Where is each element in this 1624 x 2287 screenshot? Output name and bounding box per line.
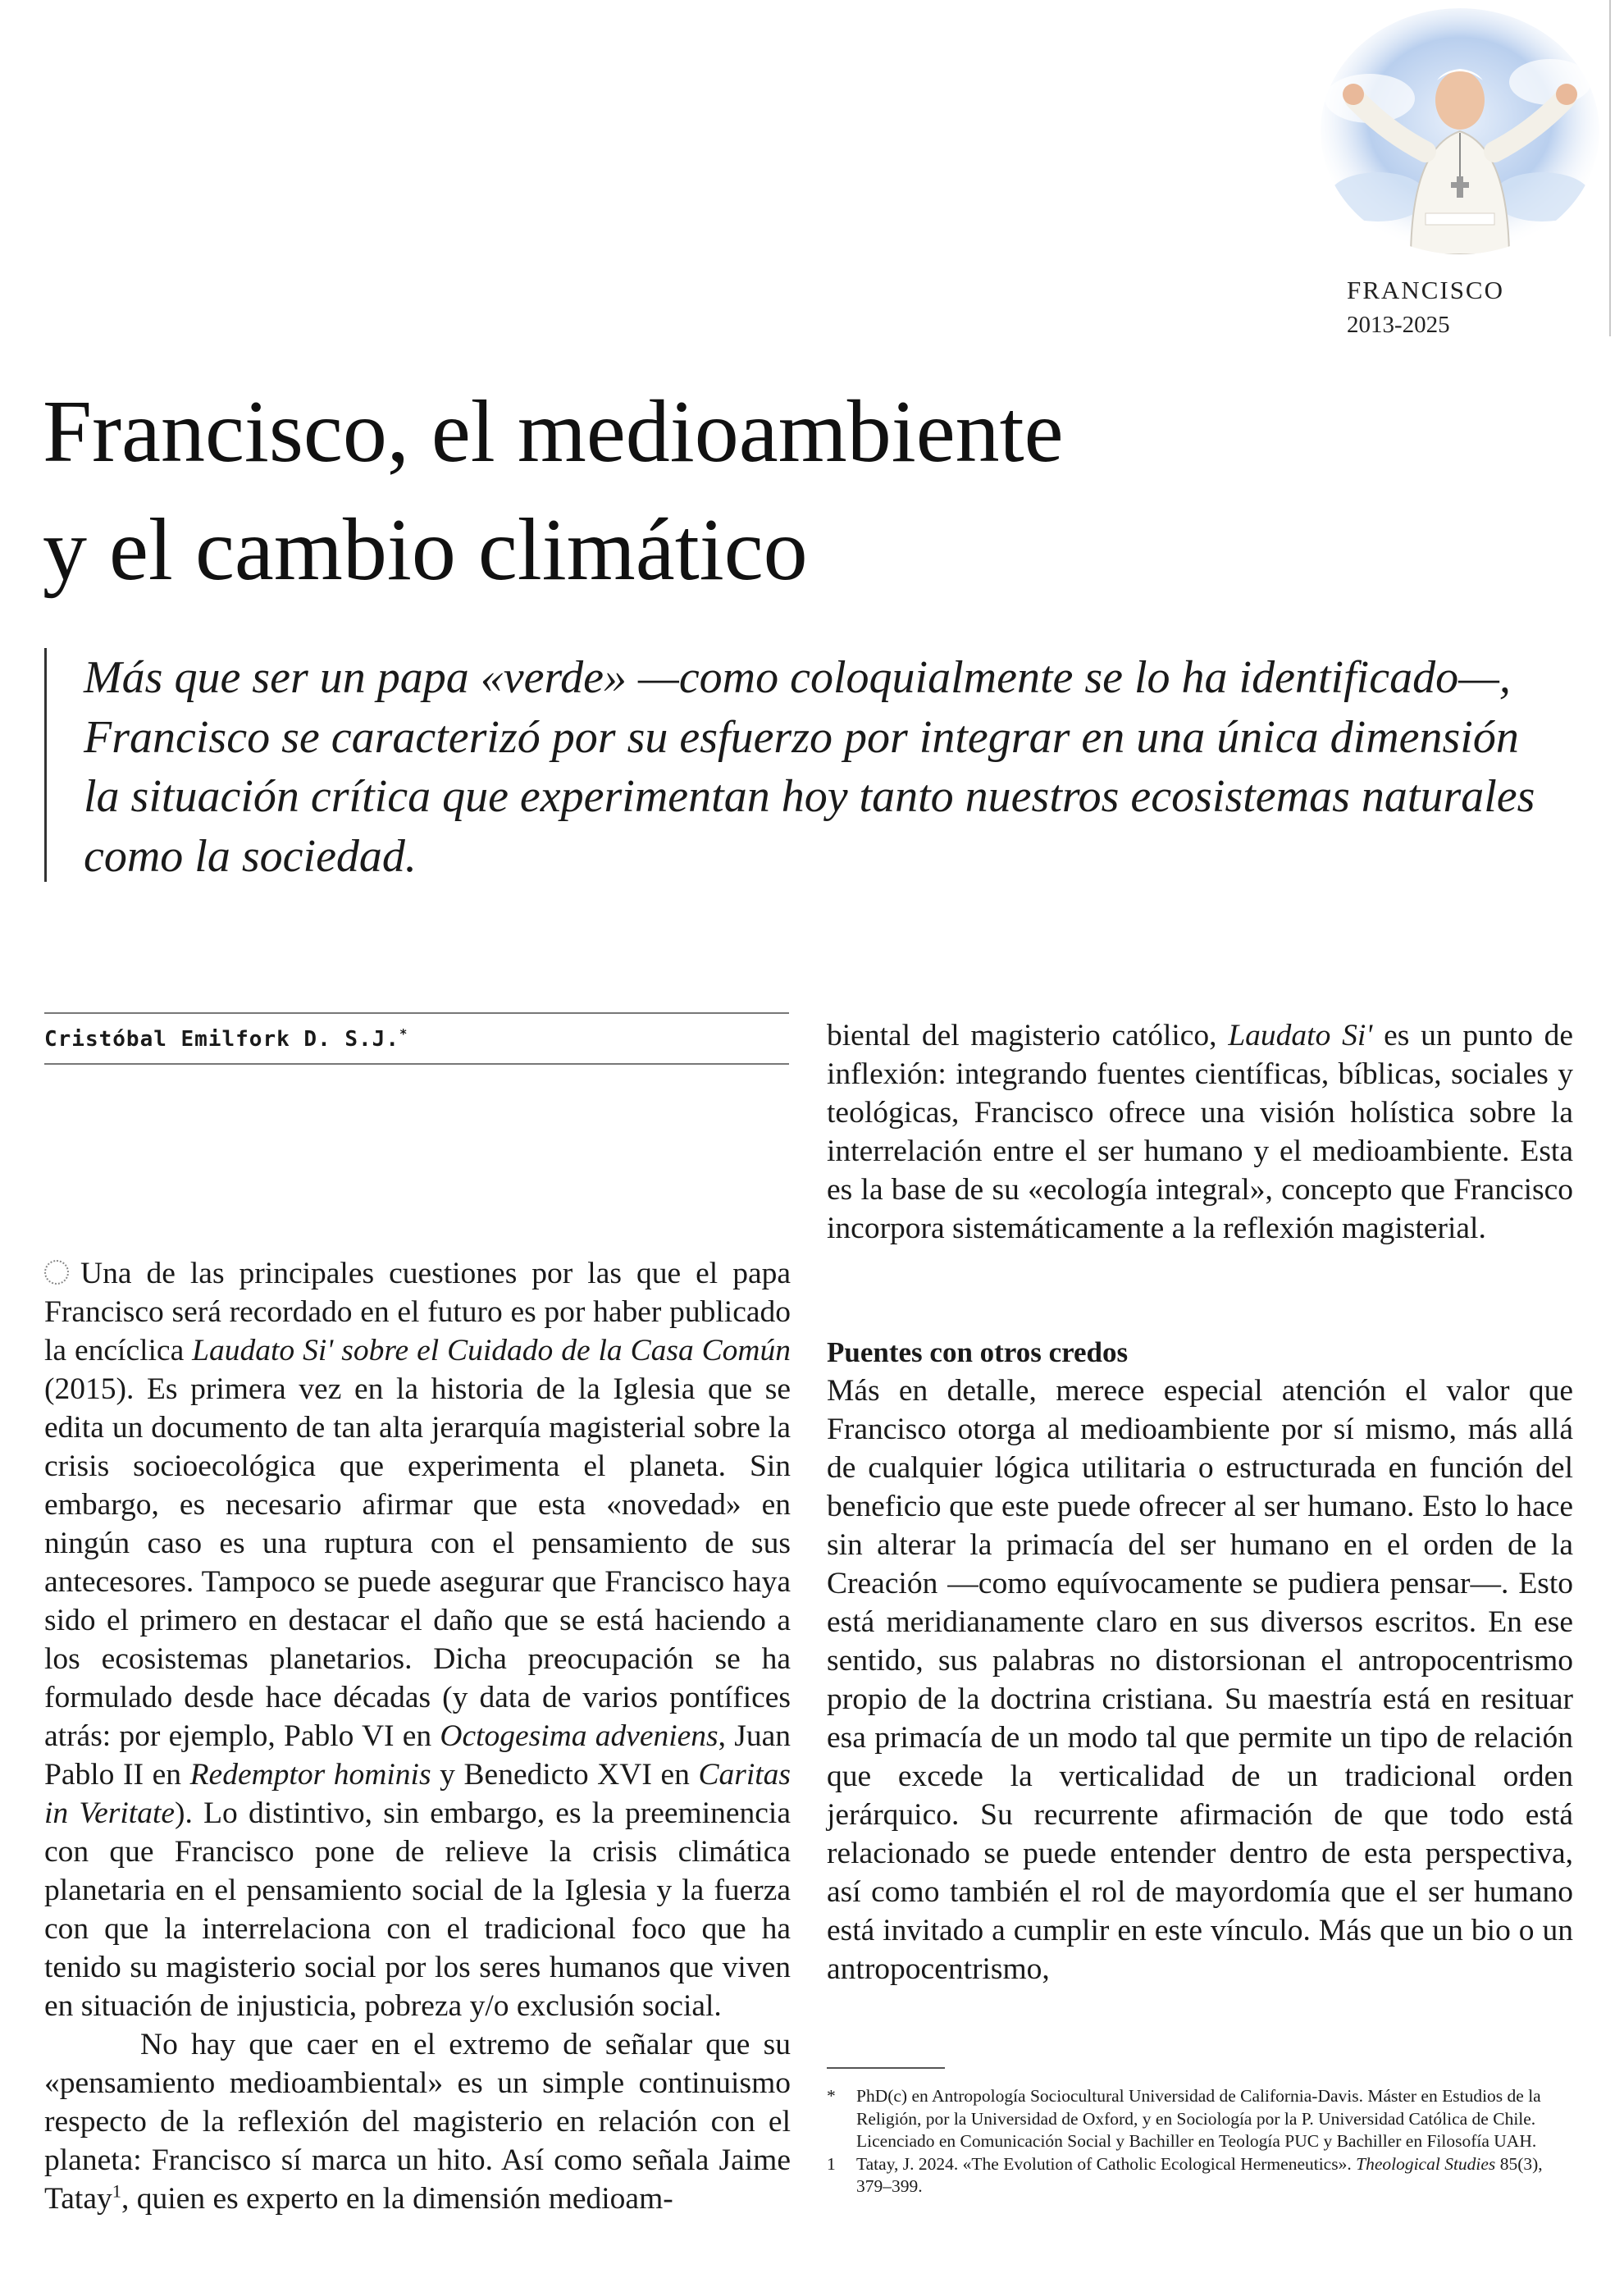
pope-name-label: FRANCISCO bbox=[1347, 276, 1504, 304]
left-column bbox=[44, 1254, 791, 2218]
footnote-mark: * bbox=[827, 2086, 836, 2106]
section-ornament-icon bbox=[44, 1260, 69, 1285]
right-column bbox=[827, 1372, 1573, 1988]
author-footnote-mark: * bbox=[399, 1026, 408, 1042]
title-line-2: y el cambio climático bbox=[43, 501, 808, 599]
article-title bbox=[43, 373, 1322, 609]
section-subheading: Puentes con otros credos bbox=[827, 1336, 1129, 1368]
footnote-mark: 1 bbox=[827, 2153, 836, 2174]
footnote-rule bbox=[827, 2067, 945, 2069]
byline-box bbox=[44, 1012, 789, 1065]
author-byline bbox=[44, 1027, 408, 1052]
footnote-ref-1[interactable]: 1 bbox=[112, 2180, 121, 2202]
footnotes bbox=[827, 2085, 1573, 2198]
right-column-top bbox=[827, 1016, 1573, 1248]
sidebar-divider bbox=[1609, 0, 1611, 336]
footnote-text: Tatay, J. 2024. «The Evolution of Catholic Ecological Hermeneutics». Theological Studies 85(3), 379–399. bbox=[856, 2153, 1543, 2196]
paragraph-4: Más en detalle, merece especial atención el valor que Francisco otorga al medioambiente por sí mismo, más allá de cualquier lógica utilitaria o estructurada en función del beneficio que este puede ofrecer al ser humano. Esto lo hace sin alterar la primacía del ser humano en el orden de la Creación —como equívocamente se pudiera pensar—. Esto está meridianamente claro en sus diversos escritos. En ese sentido, sus palabras no distorsionan el antropocentrismo propio de la doctrina cristiana. Su maestría está en resituar esa primacía de un modo tal que permite un tipo de relación que excede la verticalidad de un tradicional orden jerárquico. Su recurrente afirmación de que todo está relacionado se puede entender dentro de esta perspectiva, así como también el rol de mayordomía que el ser humano está invitado a cumplir en este vínculo. Más que un bio o un antropocentrismo, bbox=[827, 1374, 1573, 1986]
footnote-1 bbox=[827, 2153, 1573, 2198]
pope-years-label: 2013-2025 bbox=[1347, 312, 1450, 338]
footnote-text: PhD(c) en Antropología Sociocultural Universidad de California-Davis. Máster en Estudios de la Religión, por la Universidad de Oxford, y en Sociología por la P. Universidad Católica de Chile. Licenciado en Comunicación Social y Bachiller en Teología PUC y Bachiller en Filosofía UAH. bbox=[856, 2086, 1541, 2151]
paragraph-3: biental del magisterio católico, Laudato Si' es un punto de inflexión: integrando fuentes científicas, bíblicas, sociales y teológicas, Francisco ofrece una visión holística sobre la interrelación entre el ser humano y el medioambiente. Esta es la base de su «ecología integral», concepto que Francisco incorpora sistemáticamente a la reflexión magisterial. bbox=[827, 1019, 1573, 1245]
article-lead: Más que ser un papa «verde» —como coloquialmente se lo ha identificado—, Francisco se caracterizó por su esfuerzo por integrar en una única dimensión la situación crítica que experimentan hoy tanto nuestros ecosistemas naturales como la sociedad. bbox=[84, 652, 1535, 882]
paragraph-1: Una de las principales cuestiones por las que el papa Francisco será recordado en el futuro es por haber publicado la encíclica Laudato Si' sobre el Cuidado de la Casa Común (2015). Es primera vez en la historia de la Iglesia que se edita un documento de tan alta jerarquía magisterial sobre la crisis socioecológica que experimenta el planeta. Sin embargo, es necesario afirmar que esta «novedad» en ningún caso es una ruptura con el pensamiento de sus antecesores. Tampoco se puede asegurar que Francisco haya sido el primero en destacar el daño que se está haciendo a los ecosistemas planetarios. Dicha preocupación se ha formulado desde hace décadas (y data de varios pontífices atrás: por ejemplo, Pablo VI en Octogesima adveniens, Juan Pablo II en Redemptor hominis y Benedicto XVI en Caritas in Veritate). Lo distintivo, sin embargo, es la preeminencia con que Francisco pone de relieve la crisis climática planetaria en el pensamiento social de la Iglesia y la fuerza con que la interrelaciona con el tradicional foco que ha tenido su magisterio social por los seres humanos que viven en situación de injusticia, pobreza y/o exclusión social. bbox=[44, 1257, 791, 2023]
pope-portrait-illustration bbox=[1321, 8, 1599, 254]
lead-rule bbox=[44, 648, 47, 882]
footnote-author bbox=[827, 2085, 1573, 2153]
author-name: Cristóbal Emilfork D. S.J. bbox=[44, 1027, 399, 1052]
title-line-1: Francisco, el medioambiente bbox=[43, 383, 1064, 481]
paragraph-2: No hay que caer en el extremo de señalar que su «pensamiento medioambiental» es un simple continuismo respecto de la reflexión del magisterio en relación con el planeta: Francisco sí marca un hito. Así como señala Jaime Tatay$^1$, quien es experto en la dimensión medioam- bbox=[44, 2028, 791, 2216]
